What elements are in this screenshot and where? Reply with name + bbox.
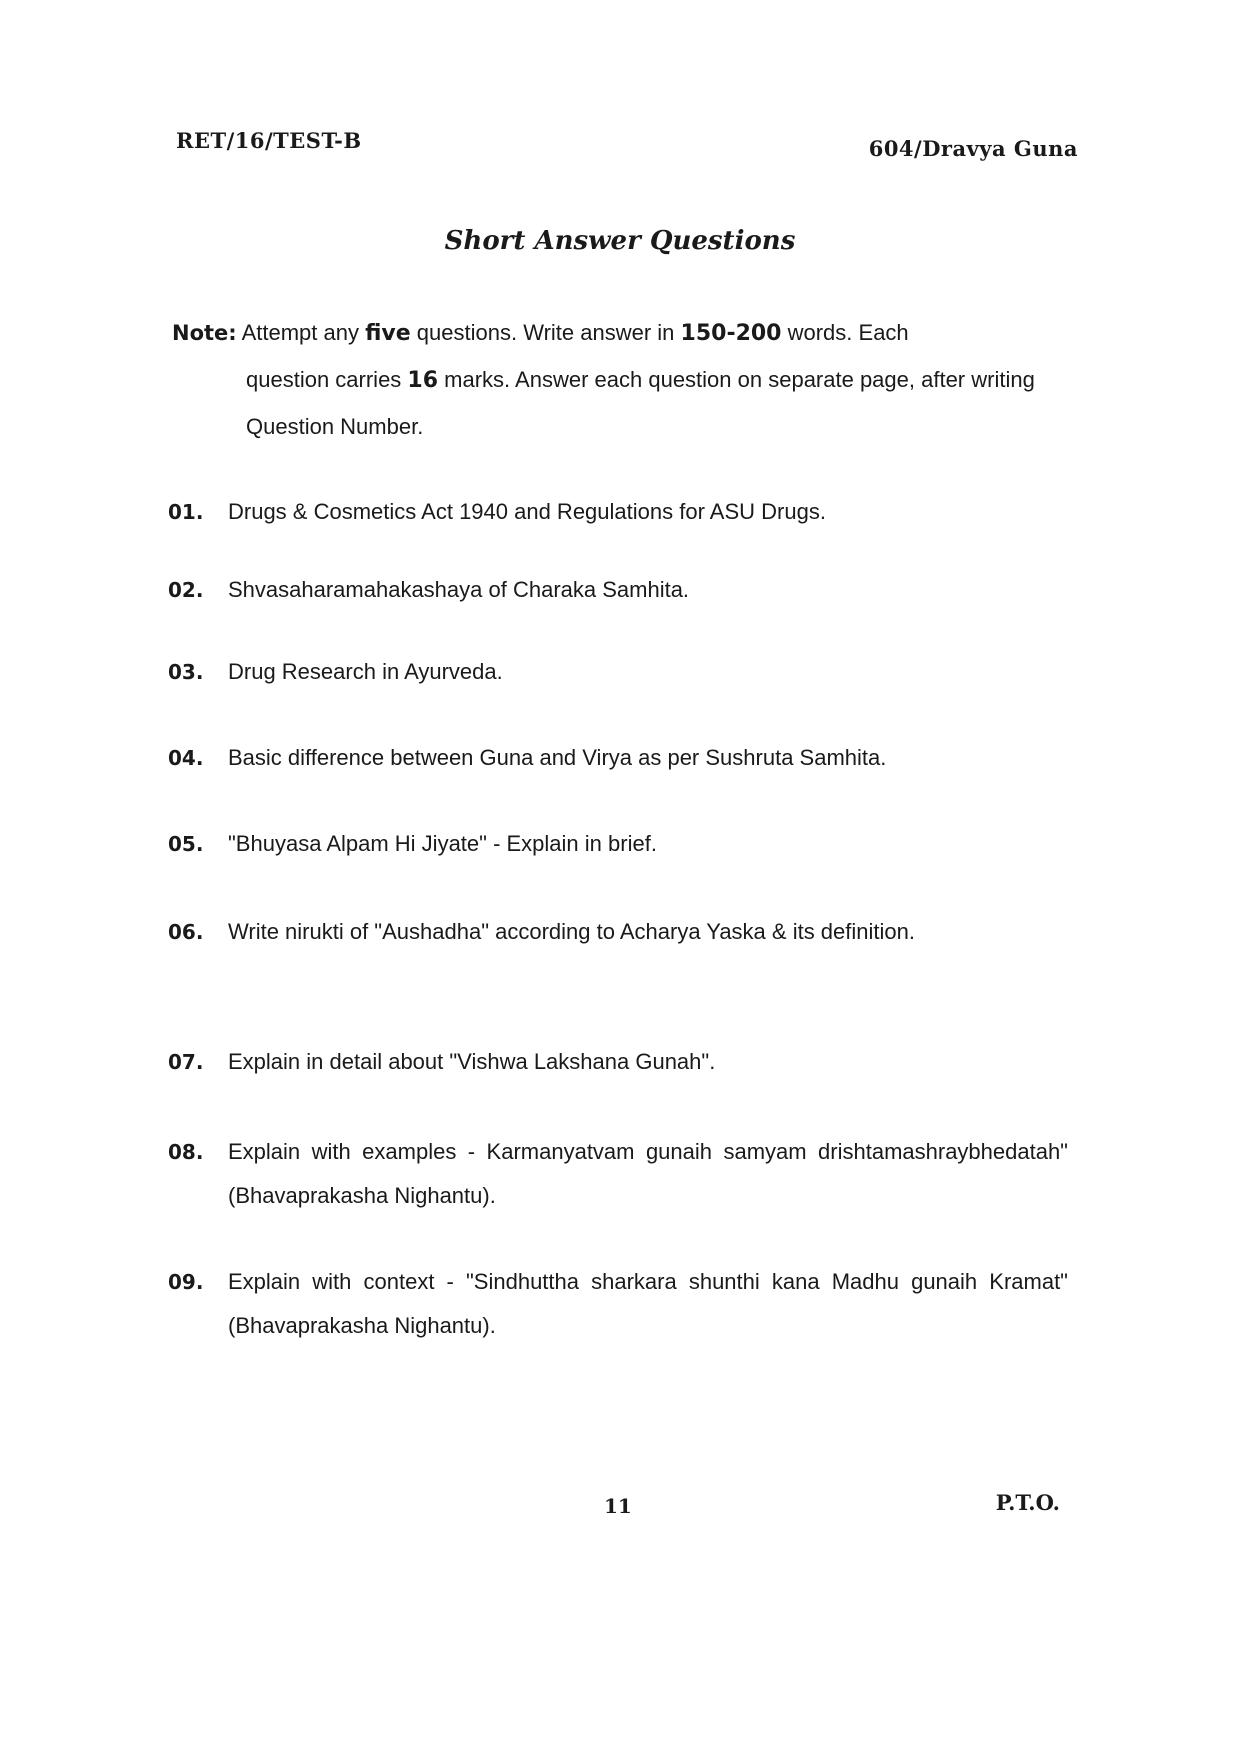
question-number: 06. [168, 920, 204, 944]
note-text-4: question carries [246, 367, 408, 392]
question-item [168, 650, 1068, 694]
question-number: 09. [168, 1270, 204, 1294]
question-text: Write nirukti of "Aushadha" according to Acharya Yaska & its definition. [228, 919, 915, 944]
question-number: 03. [168, 660, 204, 684]
question-number: 05. [168, 832, 204, 856]
section-title: Short Answer Questions [444, 226, 796, 256]
note-text-5: marks. Answer each question on separate page, after writing Question Number. [246, 367, 1035, 439]
instructions-note [172, 310, 1072, 450]
question-item [168, 490, 1068, 534]
question-item [168, 1260, 1068, 1348]
question-text: Basic difference between Guna and Virya as per Sushruta Samhita. [228, 745, 887, 770]
question-item [168, 822, 1068, 866]
note-text-2: questions. Write answer in [410, 320, 681, 345]
question-item [168, 910, 1068, 954]
question-text: Explain in detail about "Vishwa Lakshana Gunah". [228, 1049, 716, 1074]
note-bold-five: five [365, 321, 411, 346]
question-item [168, 1130, 1068, 1218]
question-text: Drugs & Cosmetics Act 1940 and Regulations for ASU Drugs. [228, 499, 826, 524]
question-number: 08. [168, 1140, 204, 1164]
note-bold-marks: 16 [407, 368, 439, 393]
question-item [168, 736, 1068, 780]
note-line-2 [172, 357, 1072, 450]
note-bold-word-count: 150-200 [680, 321, 782, 346]
note-text-3: words. Each [781, 320, 909, 345]
note-line-1 [172, 310, 1072, 357]
question-item [168, 568, 1068, 612]
question-text: "Bhuyasa Alpam Hi Jiyate" - Explain in brief. [228, 831, 657, 856]
note-text-1: Attempt any [241, 320, 366, 345]
question-number: 01. [168, 500, 204, 524]
page-number: 11 [604, 1494, 632, 1518]
question-text: Shvasaharamahakashaya of Charaka Samhita. [228, 577, 690, 602]
question-number: 07. [168, 1050, 204, 1074]
please-turn-over: P.T.O. [995, 1490, 1060, 1515]
question-text: Explain with context - "Sindhuttha sharkara shunthi kana Madhu gunaih Kramat" (Bhavaprakasha Nighantu). [228, 1269, 1068, 1338]
note-label: Note: [172, 321, 237, 345]
question-item [168, 1040, 1068, 1084]
question-text: Drug Research in Ayurveda. [228, 659, 503, 684]
subject-title: 604/Dravya Guna [868, 136, 1078, 161]
question-number: 04. [168, 746, 204, 770]
question-text: Explain with examples - Karmanyatvam gunaih samyam drishtamashraybhedatah" (Bhavaprakasha Nighantu). [228, 1139, 1068, 1208]
exam-code: RET/16/TEST-B [176, 128, 362, 153]
question-number: 02. [168, 578, 204, 602]
